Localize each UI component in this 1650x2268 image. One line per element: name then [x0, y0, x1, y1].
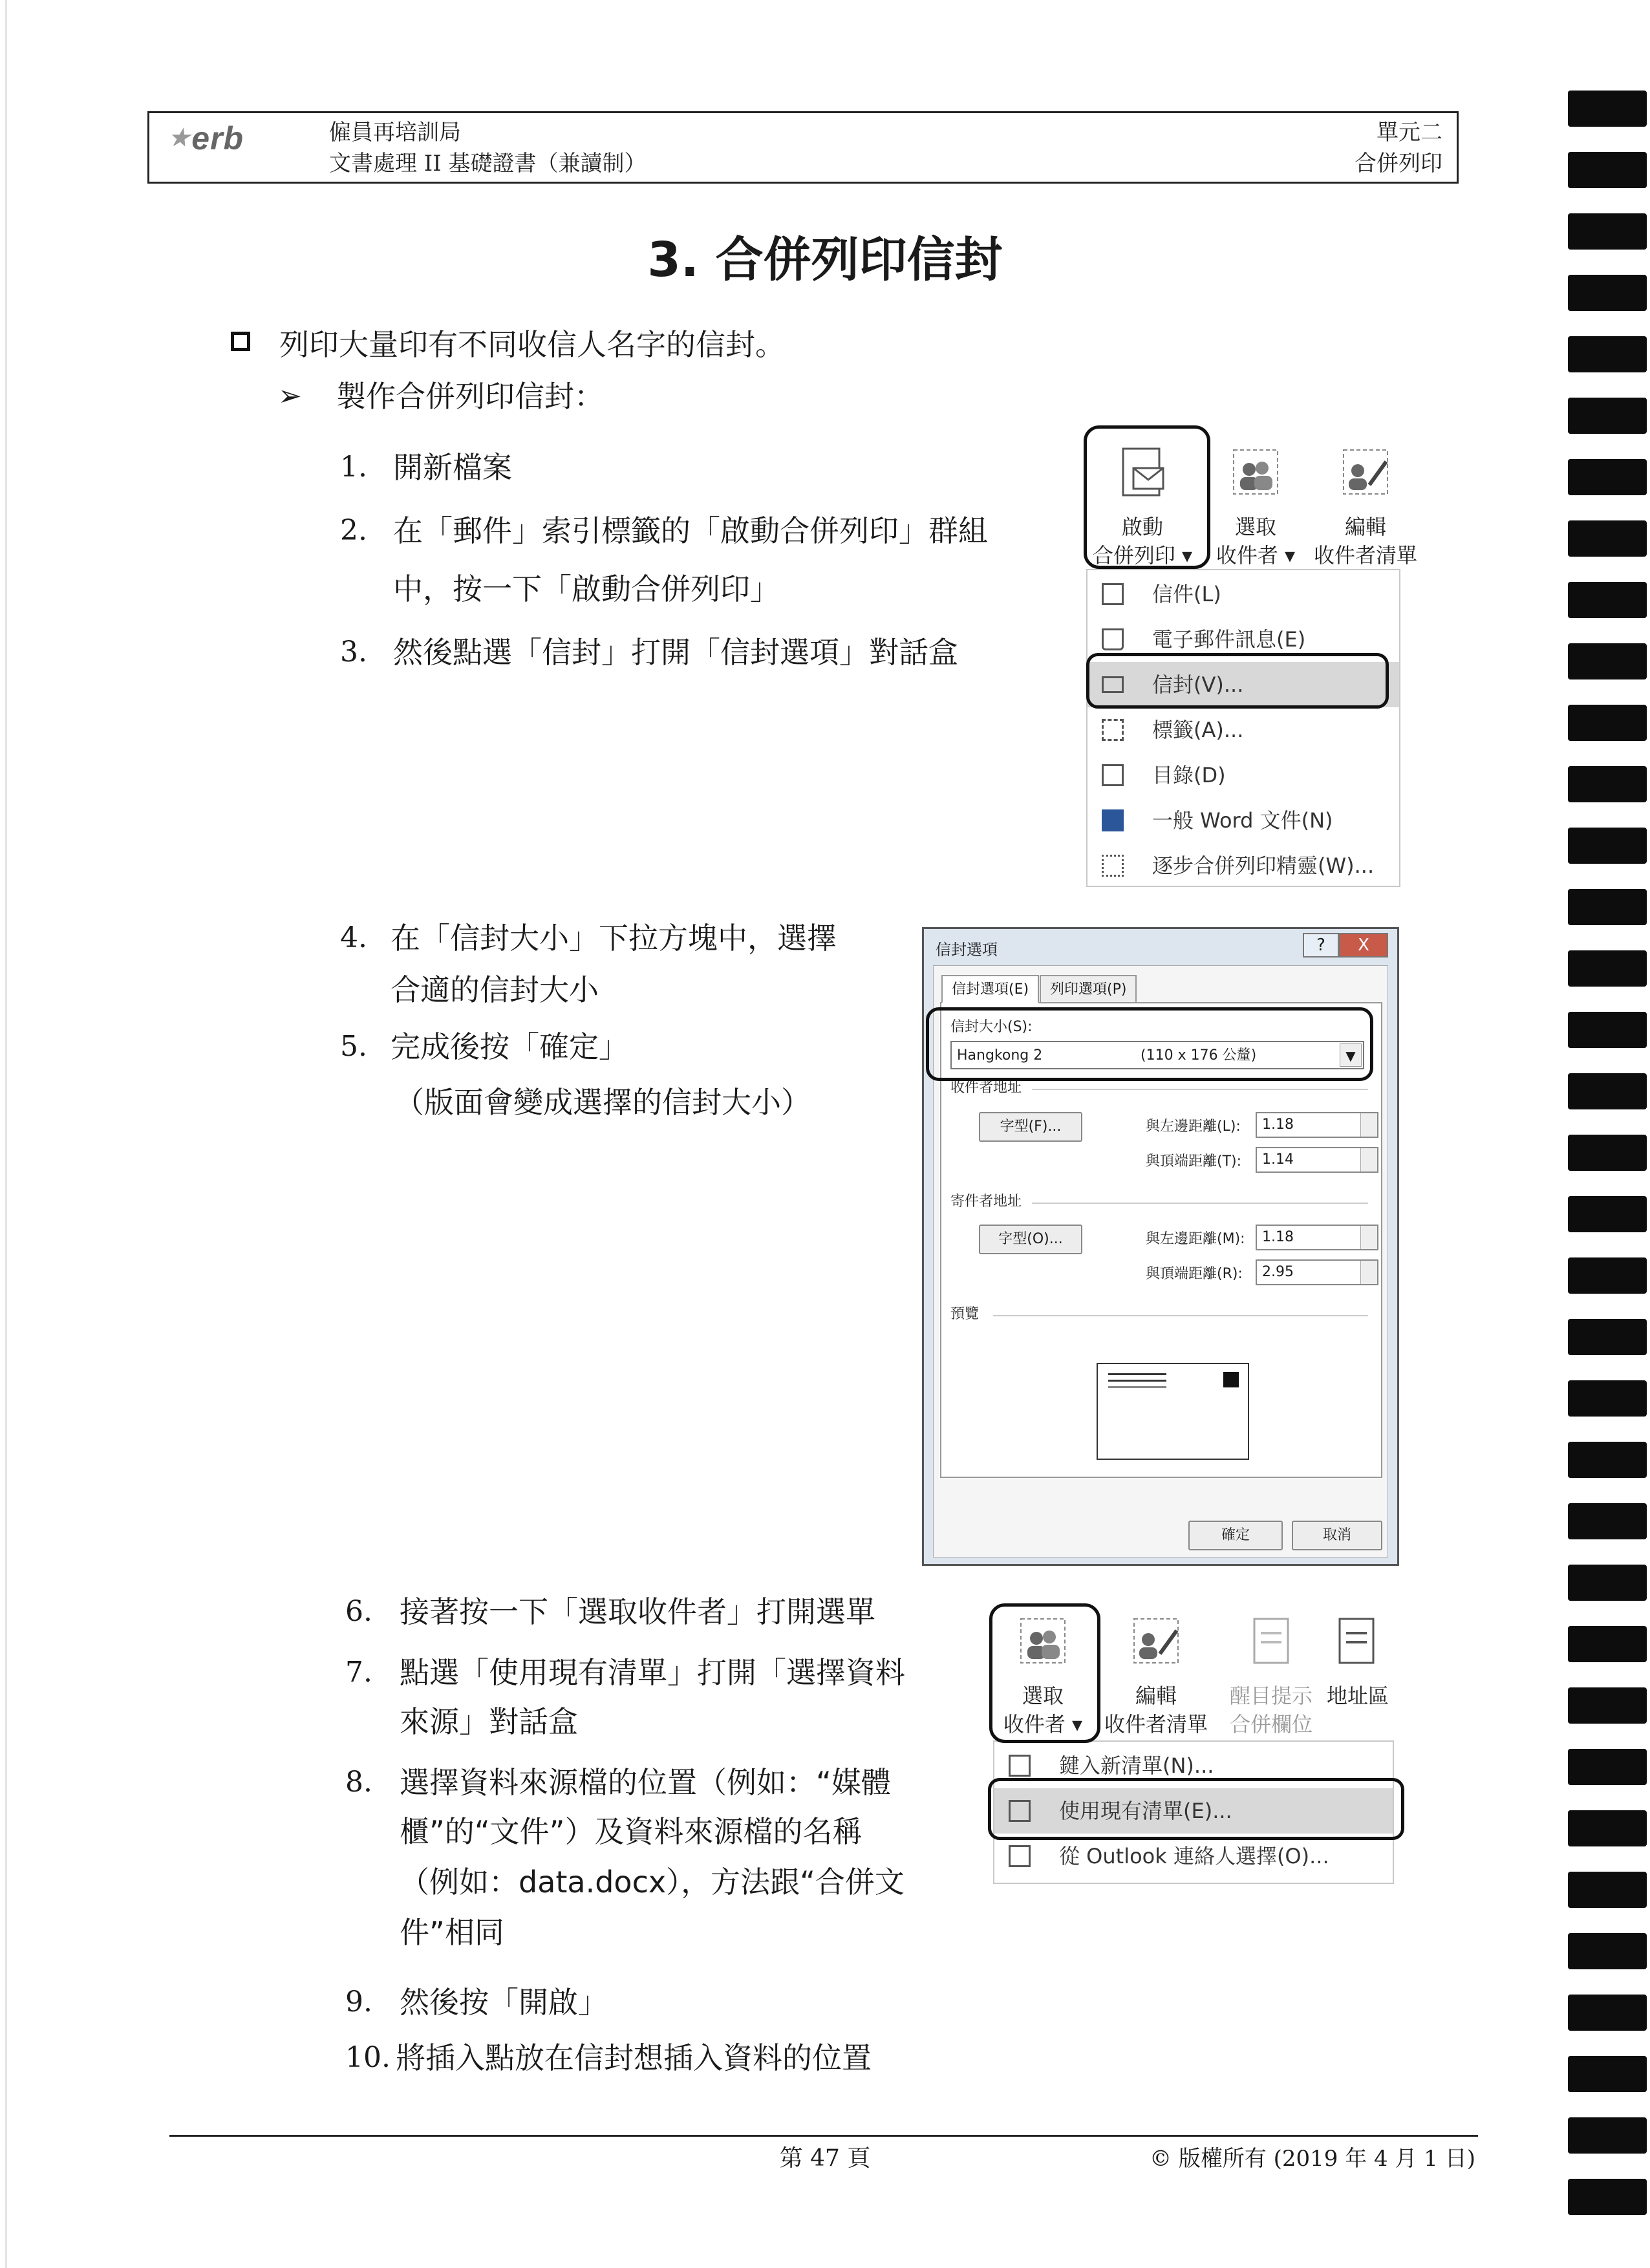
step-line: 點選「使用現有清單」打開「選擇資料: [400, 1655, 905, 1690]
stamp-mark: [1223, 1372, 1239, 1387]
binding-hole: [1568, 2179, 1647, 2215]
step-number: 9.: [345, 1985, 372, 2018]
start-mail-merge-label1: 啟動: [1121, 515, 1163, 539]
menu-item-label: 信封(V)...: [1152, 672, 1244, 697]
wizard-icon: [1102, 855, 1124, 877]
binding-hole: [1568, 1135, 1647, 1171]
step-line: 將插入點放在信封想插入資料的位置: [396, 2040, 872, 2075]
highlight-fields-icon: [1245, 1615, 1297, 1669]
step-line: 在「信封大小」下拉方塊中，選擇: [391, 921, 837, 956]
recipients-icon: [1230, 446, 1281, 500]
binding-hole: [1568, 705, 1647, 741]
step-line: （例如：data.docx），方法跟“合併文: [400, 1865, 905, 1899]
binding-hole: [1568, 520, 1647, 557]
email-icon: [1102, 628, 1124, 650]
from-left-spinner[interactable]: [1256, 1112, 1378, 1138]
step-line: 件”相同: [400, 1915, 504, 1950]
labels-icon: [1102, 719, 1124, 741]
tab-printing-options[interactable]: 列印選項(P): [1040, 975, 1137, 1003]
ok-button[interactable]: 確定: [1188, 1521, 1283, 1550]
chevron-down-icon[interactable]: ▼: [1340, 1043, 1362, 1067]
scan-edge: [5, 0, 7, 2268]
step-number: 5.: [340, 1030, 367, 1063]
step-number: 2.: [340, 514, 367, 547]
start-mail-merge-menu: [1086, 569, 1400, 887]
header-unit: 單元二: [1377, 120, 1442, 145]
highlight-circle: [988, 1778, 1404, 1840]
select-recipients-label2: 收件者 ▾: [1216, 543, 1296, 568]
step-line: 完成後按「確定」: [391, 1029, 628, 1064]
binding-hole: [1568, 1810, 1647, 1846]
tab-envelope-options[interactable]: 信封選項(E): [941, 975, 1039, 1003]
highlight-circle: [1084, 425, 1210, 569]
recipient-address-label: 收件者地址: [950, 1080, 1022, 1096]
divider: [1032, 1203, 1368, 1204]
menu-item-label: 電子郵件訊息(E): [1152, 627, 1306, 652]
header-topic: 合併列印: [1355, 151, 1442, 177]
step-line: 然後按「開啟」: [400, 1985, 608, 2020]
arrow-bullet-icon: ➢: [278, 380, 302, 412]
menu-item-normal-word[interactable]: [1088, 798, 1399, 843]
address-block-label: 地址區: [1327, 1684, 1389, 1708]
edit-list-icon: [1340, 446, 1391, 500]
step-line: 開新檔案: [393, 450, 512, 485]
binding-hole: [1568, 1626, 1647, 1662]
binding-hole: [1568, 152, 1647, 188]
menu-item-label: 目錄(D): [1152, 763, 1226, 787]
step-line: 然後點選「信封」打開「信封選項」對話盒: [393, 635, 958, 670]
from-left-value: 1.18: [1262, 1117, 1294, 1133]
return-left-label: 與左邊距離(M):: [1146, 1231, 1245, 1247]
dialog-title: 信封選項: [936, 941, 998, 959]
from-top-value: 1.14: [1262, 1151, 1294, 1168]
binding-hole: [1568, 336, 1647, 372]
preview-line: [1108, 1386, 1166, 1388]
binding-hole: [1568, 1073, 1647, 1109]
binding-hole: [1568, 1380, 1647, 1417]
binding-hole: [1568, 1995, 1647, 2031]
from-left-label: 與左邊距離(L):: [1146, 1118, 1241, 1135]
edit-recipient-label1: 編輯: [1135, 1684, 1177, 1708]
menu-item-wizard[interactable]: [1088, 843, 1399, 887]
menu-item-label: 使用現有清單(E)...: [1059, 1799, 1232, 1823]
menu-item-outlook-contacts[interactable]: [994, 1834, 1393, 1879]
binding-hole: [1568, 91, 1647, 127]
step-number: 10.: [345, 2041, 391, 2074]
step-number: 1.: [340, 451, 367, 484]
binding-hole: [1568, 766, 1647, 802]
edit-recipient-label1: 編輯: [1344, 515, 1386, 539]
divider: [1032, 1089, 1368, 1090]
size-dimensions: (110 x 176 公釐): [1141, 1047, 1257, 1064]
start-mail-merge-label2: 合併列印 ▾: [1092, 543, 1193, 568]
select-recipients-label2: 收件者 ▾: [1003, 1712, 1083, 1737]
return-font-button[interactable]: 字型(O)...: [979, 1225, 1082, 1254]
step-line: 櫃”的“文件”）及資料來源檔的名稱: [400, 1814, 862, 1849]
menu-item-labels[interactable]: [1088, 707, 1399, 753]
return-top-spinner[interactable]: [1256, 1259, 1378, 1285]
step-line: 接著按一下「選取收件者」打開選單: [400, 1594, 875, 1629]
binding-hole: [1568, 459, 1647, 495]
binding-hole: [1568, 2056, 1647, 2092]
bullet-text: 列印大量印有不同收信人名字的信封。: [279, 327, 785, 362]
menu-item-label: 鍵入新清單(N)...: [1059, 1753, 1214, 1778]
binding-hole: [1568, 1687, 1647, 1724]
word-icon: [1102, 809, 1124, 831]
cancel-button[interactable]: 取消: [1292, 1521, 1382, 1550]
binding-hole: [1568, 1503, 1647, 1539]
step-number: 8.: [345, 1766, 372, 1799]
highlight-circle: [926, 1007, 1373, 1081]
binding-hole: [1568, 1257, 1647, 1294]
highlight-circle: [1086, 653, 1389, 709]
step-number: 4.: [340, 921, 367, 954]
new-list-icon: [1009, 1755, 1031, 1777]
highlight-circle: [989, 1603, 1100, 1743]
contacts-icon: [1009, 1845, 1031, 1867]
return-top-value: 2.95: [1262, 1264, 1294, 1280]
step-number: 7.: [345, 1656, 372, 1689]
step-line: 合適的信封大小: [391, 972, 599, 1007]
from-top-label: 與頂端距離(T):: [1146, 1153, 1242, 1170]
binding-hole: [1568, 1012, 1647, 1048]
from-top-spinner[interactable]: [1256, 1147, 1378, 1173]
recipient-font-button[interactable]: 字型(F)...: [979, 1112, 1082, 1142]
binding-hole: [1568, 1442, 1647, 1478]
preview-line: [1108, 1373, 1166, 1375]
binding-hole: [1568, 1565, 1647, 1601]
menu-item-directory[interactable]: [1088, 753, 1399, 798]
preview-label: 預覽: [950, 1306, 980, 1322]
binding-hole: [1568, 1872, 1647, 1908]
return-left-value: 1.18: [1262, 1229, 1294, 1245]
address-block-icon: [1331, 1615, 1382, 1669]
step-line: （版面會變成選擇的信封大小）: [394, 1085, 811, 1120]
address-block-button[interactable]: [1327, 1615, 1402, 1710]
spinner-arrows-icon[interactable]: [1360, 1113, 1377, 1137]
binding-hole: [1568, 643, 1647, 679]
envelope-preview: [1097, 1363, 1249, 1460]
highlight-fields-label2: 合併欄位: [1229, 1712, 1312, 1737]
step-number: 3.: [340, 636, 367, 669]
step-line: 在「郵件」索引標籤的「啟動合併列印」群組: [393, 513, 988, 548]
spinner-arrows-icon[interactable]: [1360, 1226, 1377, 1249]
highlight-fields-label1: 醒目提示: [1229, 1684, 1312, 1708]
page-header: [147, 111, 1459, 184]
subhead-text: 製作合併列印信封：: [336, 379, 604, 414]
edit-recipient-label2: 收件者清單: [1104, 1712, 1208, 1737]
binding-hole: [1568, 889, 1647, 925]
binding-hole: [1568, 1196, 1647, 1232]
step-line: 來源」對話盒: [400, 1704, 578, 1739]
menu-item-label: 標籤(A)...: [1152, 718, 1244, 742]
menu-item-label: 從 Outlook 連絡人選擇(O)...: [1059, 1844, 1329, 1868]
checkbox-bullet-icon: [231, 332, 250, 351]
divider: [993, 1315, 1368, 1316]
page-title: 3. 合併列印信封: [647, 232, 1003, 288]
binding-hole: [1568, 398, 1647, 434]
return-left-spinner[interactable]: [1256, 1225, 1378, 1250]
step-line: 選擇資料來源檔的位置（例如：“媒體: [400, 1765, 891, 1800]
menu-item-label: 逐步合併列印精靈(W)...: [1152, 853, 1375, 878]
select-recipients-button[interactable]: [1204, 446, 1307, 570]
binding-hole: [1568, 950, 1647, 987]
menu-item-letters[interactable]: [1088, 572, 1399, 617]
binding-strip: [1556, 0, 1650, 2268]
edit-recipient-list-button[interactable]: [1098, 1615, 1214, 1738]
letter-icon: [1102, 583, 1124, 605]
copyright: © 版權所有 (2019 年 4 月 1 日): [1150, 2146, 1475, 2172]
spinner-arrows-icon[interactable]: [1360, 1148, 1377, 1171]
footer-divider: [169, 2135, 1478, 2137]
step-number: 6.: [345, 1595, 372, 1628]
select-recipients-label1: 選取: [1022, 1684, 1064, 1708]
edit-recipient-list-button[interactable]: [1307, 446, 1424, 570]
step-line: 中，按一下「啟動合併列印」: [393, 572, 780, 606]
logo-text: erb: [191, 120, 244, 156]
preview-line: [1108, 1380, 1166, 1382]
edit-list-icon: [1130, 1615, 1182, 1669]
erb-logo: ★erb: [169, 120, 244, 156]
menu-item-label: 一般 Word 文件(N): [1152, 808, 1333, 833]
size-value: Hangkong 2: [957, 1047, 1043, 1064]
binding-hole: [1568, 1319, 1647, 1355]
select-recipients-label1: 選取: [1234, 515, 1276, 539]
envelope-size-label: 信封大小(S):: [950, 1019, 1033, 1035]
binding-hole: [1568, 828, 1647, 864]
page-number: 第 47 頁: [779, 2145, 871, 2172]
directory-icon: [1102, 764, 1124, 786]
highlight-merge-fields-button[interactable]: [1219, 1615, 1323, 1738]
menu-item-label: 信件(L): [1152, 582, 1221, 606]
help-button[interactable]: ?: [1303, 933, 1339, 957]
header-course: 文書處理 II 基礎證書（兼讀制）: [329, 151, 647, 177]
spinner-arrows-icon[interactable]: [1360, 1261, 1377, 1284]
binding-hole: [1568, 1749, 1647, 1785]
edit-recipient-label2: 收件者清單: [1313, 543, 1417, 568]
return-top-label: 與頂端距離(R):: [1146, 1266, 1243, 1282]
return-address-label: 寄件者地址: [950, 1193, 1022, 1210]
binding-hole: [1568, 582, 1647, 618]
close-button[interactable]: X: [1339, 933, 1388, 957]
binding-hole: [1568, 1933, 1647, 1969]
header-org: 僱員再培訓局: [329, 120, 461, 145]
